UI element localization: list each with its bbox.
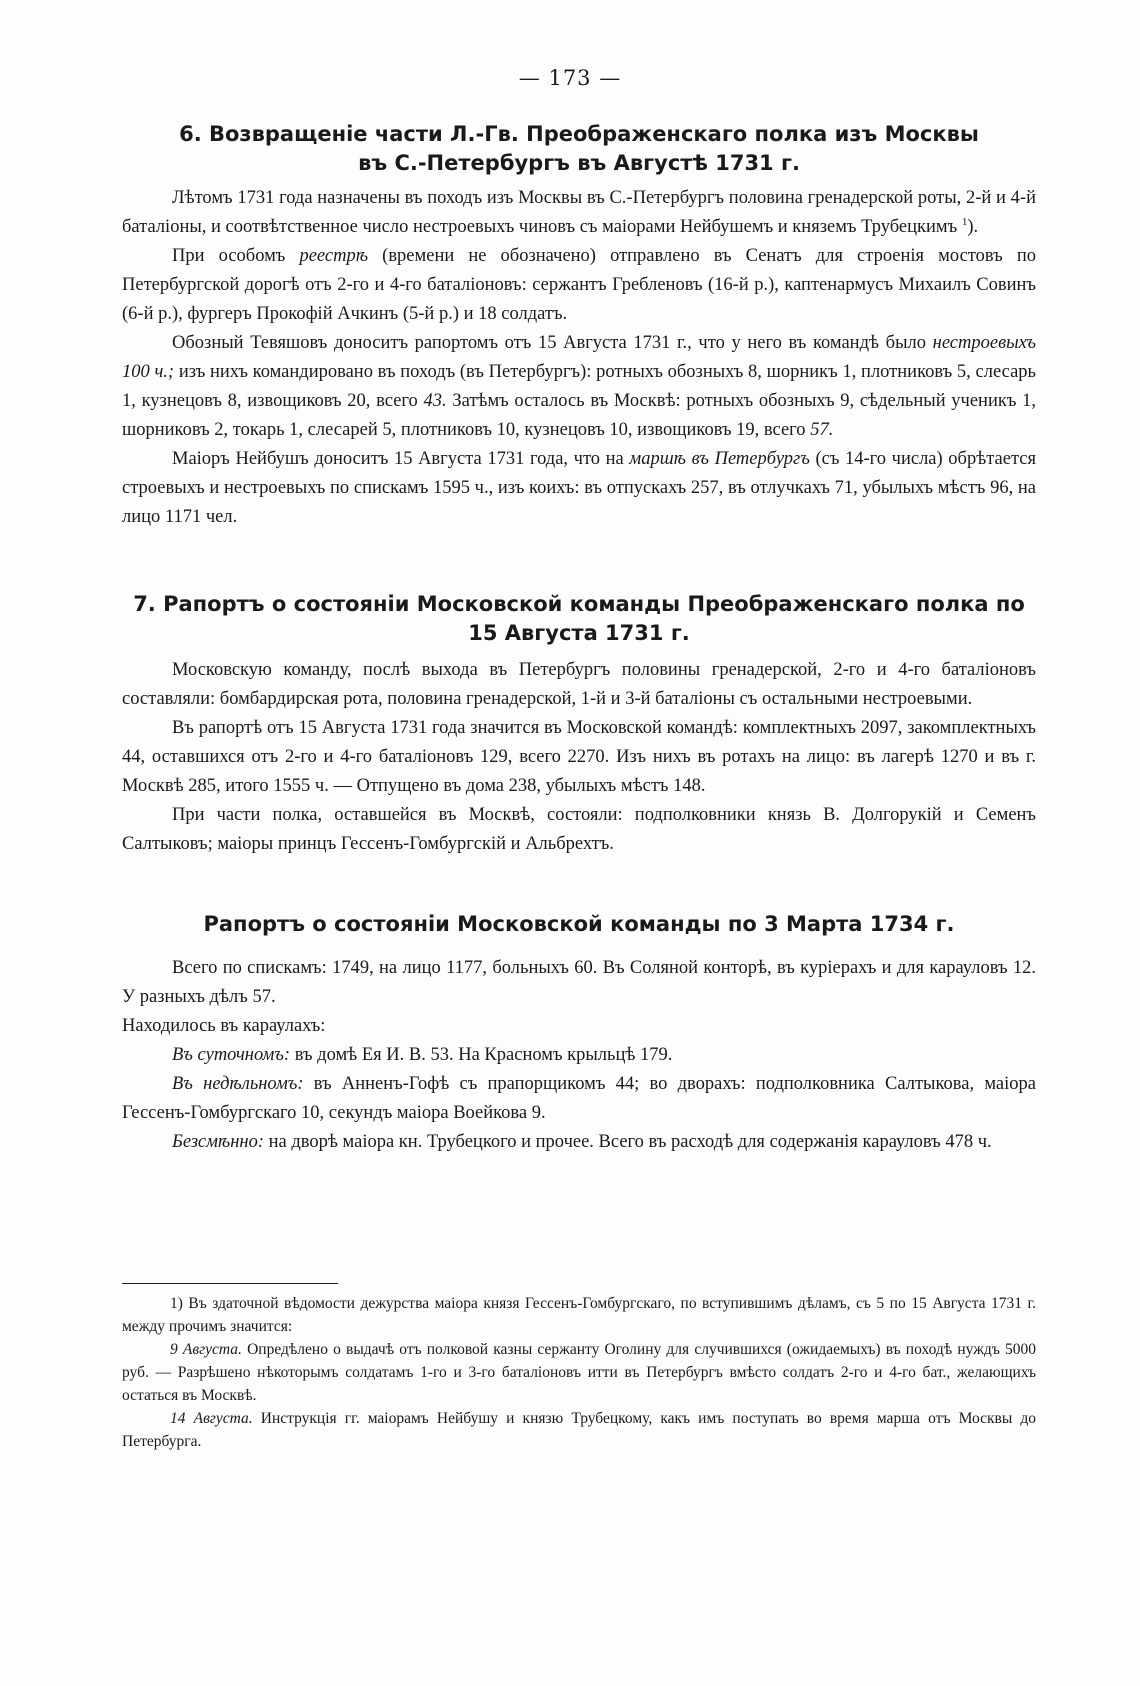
- section-8-title: Рапортъ о состояніи Московской команды по 3 Марта 1734 г.: [203, 912, 955, 936]
- paragraph: При части полка, оставшейся въ Москвѣ, состояли: подполковники князь В. Долгорукій и Семенъ Салтыковъ; маіоры принцъ Гессенъ-Гомбургскій и Альбрехтъ.: [122, 805, 1036, 854]
- section-8-body: [122, 954, 1036, 1157]
- paragraph: Въ рапортѣ отъ 15 Августа 1731 года значится въ Московской командѣ: комплектныхъ 2097, закомплектныхъ 44, оставшихся отъ 2-го и 4-го баталіоновъ 129, всего 2270. Изъ нихъ въ ротахъ на лицо: въ лагерѣ 1270 и въ г. Москвѣ 285, итого 1555 ч. — Отпущено въ дома 238, убылыхъ мѣстъ 148.: [122, 718, 1036, 796]
- paragraph: Лѣтомъ 1731 года назначены въ походъ изъ Москвы въ С.-Петербургъ половина гренадерской роты, 2-й и 4-й баталіоны, и соотвѣтственное число нестроевыхъ чиновъ съ маіорами Нейбушемъ и княземъ Трубецкимъ $^1$).: [122, 188, 1036, 237]
- section-7: [122, 590, 1036, 648]
- paragraph: Маіоръ Нейбушъ доноситъ 15 Августа 1731 года, что на маршѣ въ Петербургъ (съ 14-го числа) обрѣтается строевыхъ и нестроевыхъ по спискамъ 1595 ч., изъ коихъ: въ отпускахъ 257, въ отлучкахъ 71, убылыхъ мѣстъ 96, на лицо 1171 чел.: [122, 449, 1037, 527]
- paragraph: При особомъ реестрѣ (времени не обозначено) отправлено въ Сенатъ для строенія мостовъ по Петербургской дорогѣ отъ 2-го и 4-го баталіоновъ: сержантъ Гребленовъ (16-й р.), каптенармусъ Михаилъ Совинъ (6-й р.), фургеръ Прокофій Ачкинъ (5-й р.) и 18 солдатъ.: [122, 246, 1036, 324]
- footnotes: [122, 1292, 1036, 1453]
- footnote-divider: [122, 1283, 338, 1284]
- paragraph: Въ суточномъ: въ домѣ Ея И. В. 53. На Красномъ крыльцѣ 179.: [172, 1045, 673, 1065]
- section-6-body: [122, 184, 1036, 532]
- footnote: 1) Въ здаточной вѣдомости дежурства маіора князя Гессенъ-Гомбургскаго, по вступившимъ дѣламъ, съ 5 по 15 Августа 1731 г. между прочимъ значится:: [122, 1295, 1036, 1335]
- footnote: 14 Августа. Инструкція гг. маіорамъ Нейбушу и князю Трубецкому, какъ имъ поступать во время марша отъ Москвы до Петербурга.: [122, 1410, 1036, 1450]
- paragraph: Безсмѣнно: на дворѣ маіора кн. Трубецкого и прочее. Всего въ расходѣ для содержанія карауловъ 478 ч.: [172, 1132, 992, 1152]
- paragraph: Находилось въ караулахъ:: [122, 1016, 326, 1036]
- paragraph: Обозный Тевяшовъ доноситъ рапортомъ отъ 15 Августа 1731 г., что у него въ командѣ было нестроевыхъ 100 ч.; изъ нихъ командировано въ походъ (въ Петербургъ): ротныхъ обозныхъ 8, шорникъ 1, плотниковъ 5, слесарь 1, кузнецовъ 8, извощиковъ 20, всего 43. Затѣмъ осталось въ Москвѣ: ротныхъ обозныхъ 9, сѣдельный ученикъ 1, шорниковъ 2, токарь 1, слесарей 5, плотниковъ 10, кузнецовъ 10, извощиковъ 19, всего 57.: [122, 333, 1036, 440]
- section-8: [122, 910, 1036, 939]
- section-7-title: 7. Рапортъ о состояніи Московской команды Преображенскаго полка по 15 Августа 1731 г.: [133, 592, 1025, 645]
- section-7-body: [122, 656, 1036, 859]
- page-number: — 173 —: [518, 66, 622, 90]
- paragraph: Въ недѣльномъ: въ Анненъ-Гофѣ съ прапорщикомъ 44; во дворахъ: подполковника Салтыкова, маіора Гессенъ-Гомбургскаго 10, секундъ маіора Воейкова 9.: [122, 1074, 1036, 1123]
- paragraph: Всего по спискамъ: 1749, на лицо 1177, больныхъ 60. Въ Соляной конторѣ, въ курiерахъ и для карауловъ 12. У разныхъ дѣлъ 57.: [122, 958, 1036, 1007]
- footnote-marker: 1: [961, 215, 968, 228]
- section-6: [122, 120, 1036, 178]
- section-6-title: 6. Возвращеніе части Л.-Гв. Преображенскаго полка изъ Москвы въ С.-Петербургъ въ Августѣ 1731 г.: [179, 122, 979, 175]
- paragraph: Московскую команду, послѣ выхода въ Петербургъ половины гренадерской, 2-го и 4-го баталіоновъ составляли: бомбардирская рота, половина гренадерской, 1-й и 3-й баталіоны съ остальными нестроевыми.: [122, 660, 1036, 709]
- footnote: 9 Августа. Опредѣлено о выдачѣ отъ полковой казны сержанту Оголину для случившихся (ожидаемыхъ) въ походѣ нуждъ 5000 руб. — Разрѣшено нѣкоторымъ солдатамъ 1-го и 3-го баталіоновъ итти въ Петербургъ вмѣсто солдатъ 2-го и 4-го бат., желающихъ остаться въ Москвѣ.: [122, 1341, 1036, 1404]
